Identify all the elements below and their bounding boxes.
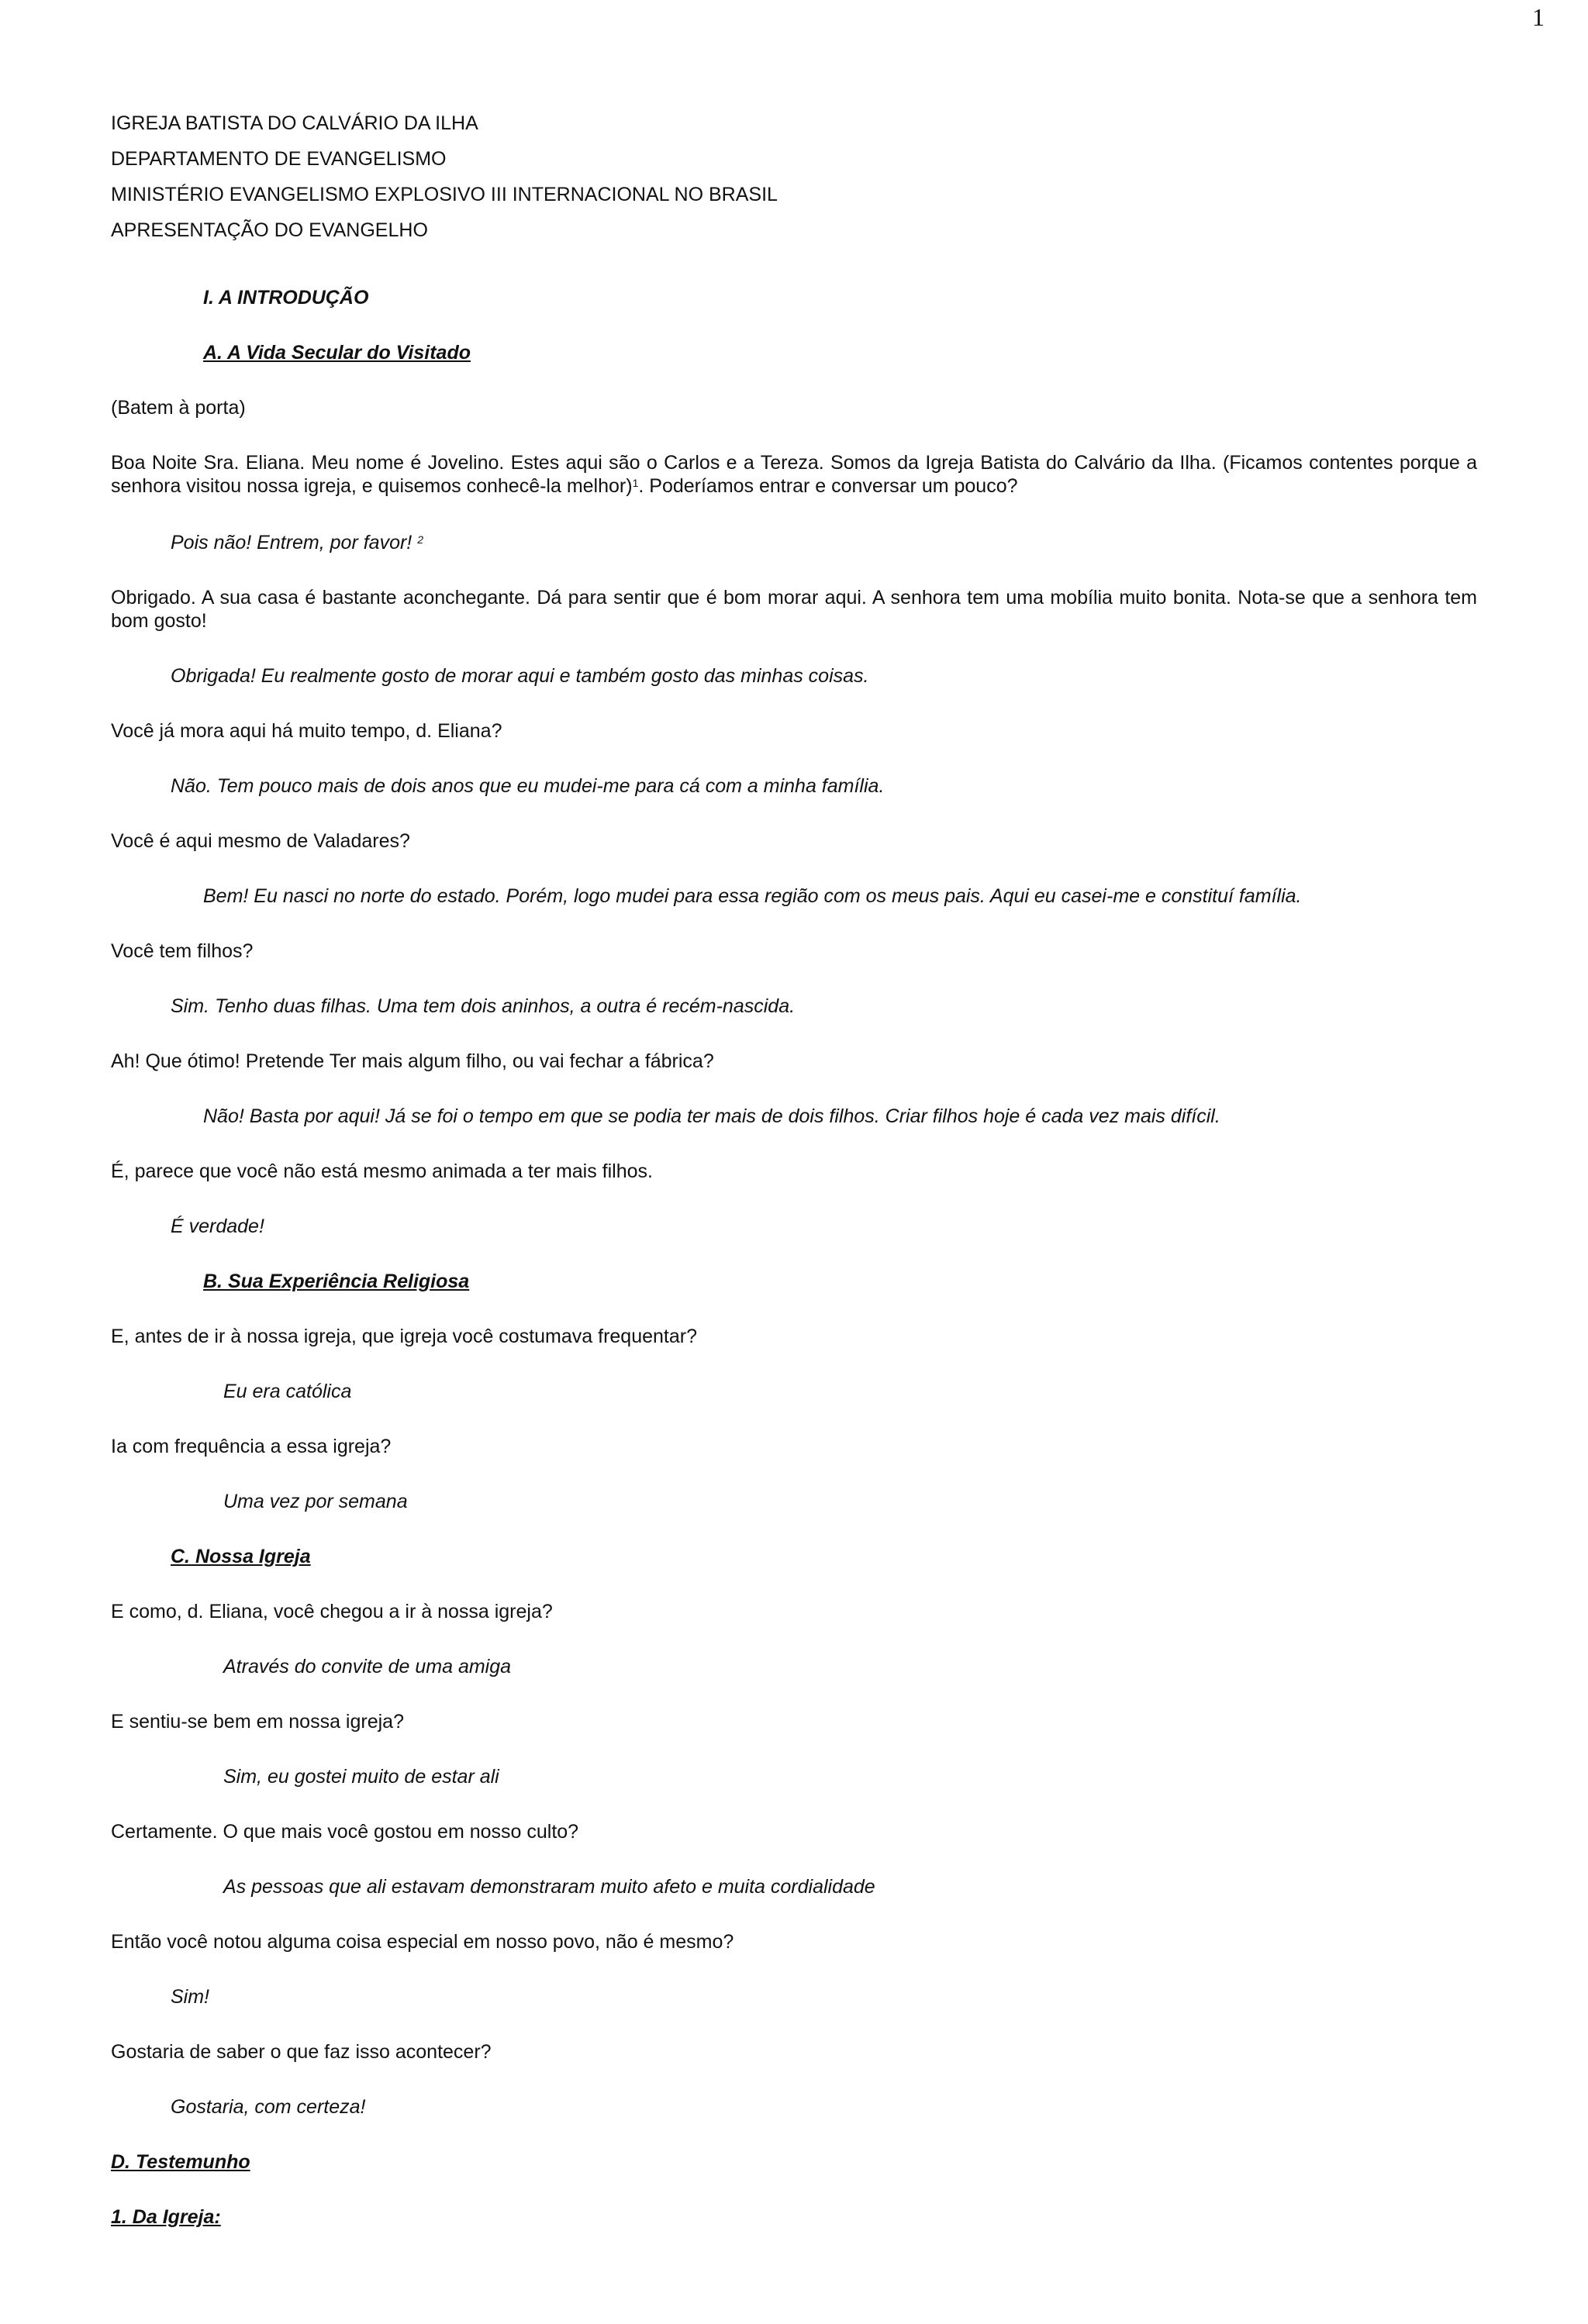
response-line: Eu era católica <box>223 1381 352 1402</box>
question-line: Certamente. O que mais você gostou em nosso culto? <box>111 1821 579 1843</box>
response-line: Gostaria, com certeza! <box>171 2096 366 2118</box>
footnote-ref: 2 <box>417 533 423 546</box>
response-line: É verdade! <box>171 1215 264 1237</box>
question-line: É, parece que você não está mesmo animada a ter mais filhos. <box>111 1160 653 1182</box>
question-line: Ah! Que ótimo! Pretende Ter mais algum filho, ou vai fechar a fábrica? <box>111 1050 714 1072</box>
response-line <box>171 531 423 554</box>
response-line: Sim! <box>171 1986 209 2008</box>
question-line: Ia com frequência a essa igreja? <box>111 1436 392 1457</box>
section-heading-a: A. A Vida Secular do Visitado <box>203 342 471 364</box>
response-line: Obrigada! Eu realmente gosto de morar aqui e também gosto das minhas coisas. <box>171 665 869 687</box>
section-heading-b: B. Sua Experiência Religiosa <box>203 1271 470 1292</box>
subsection-heading-d1: 1. Da Igreja: <box>111 2206 221 2228</box>
dialogue-paragraph <box>111 451 1477 498</box>
question-line: E como, d. Eliana, você chegou a ir à nossa igreja? <box>111 1601 553 1622</box>
response-text: Pois não! Entrem, por favor! <box>171 532 418 553</box>
header-church: IGREJA BATISTA DO CALVÁRIO DA ILHA <box>111 112 478 134</box>
response-line: As pessoas que ali estavam demonstraram muito afeto e muita cordialidade <box>223 1876 875 1898</box>
section-heading-c: C. Nossa Igreja <box>171 1546 311 1567</box>
response-line: Através do convite de uma amiga <box>223 1656 512 1677</box>
response-line: Uma vez por semana <box>223 1491 408 1512</box>
header-presentation: APRESENTAÇÃO DO EVANGELHO <box>111 219 428 241</box>
question-line: Você é aqui mesmo de Valadares? <box>111 830 410 852</box>
question-line: Então você notou alguma coisa especial em nosso povo, não é mesmo? <box>111 1931 734 1953</box>
question-line: E, antes de ir à nossa igreja, que igreja você costumava frequentar? <box>111 1326 697 1347</box>
page-number: 1 <box>1532 3 1545 31</box>
section-heading-introduction: I. A INTRODUÇÃO <box>203 287 369 309</box>
header-ministry: MINISTÉRIO EVANGELISMO EXPLOSIVO III INTERNACIONAL NO BRASIL <box>111 184 778 205</box>
header-department: DEPARTAMENTO DE EVANGELISMO <box>111 148 447 170</box>
response-line: Bem! Eu nasci no norte do estado. Porém, logo mudei para essa região com os meus pais. Aqui eu casei-me e constituí família. <box>203 885 1302 907</box>
footnote-ref: 1 <box>632 477 639 489</box>
response-line: Não! Basta por aqui! Já se foi o tempo em que se podia ter mais de dois filhos. Criar filhos hoje é cada vez mais difícil. <box>203 1105 1220 1127</box>
question-line: Você já mora aqui há muito tempo, d. Eliana? <box>111 720 502 742</box>
stage-direction: (Batem à porta) <box>111 397 246 419</box>
dialogue-paragraph: Obrigado. A sua casa é bastante aconchegante. Dá para sentir que é bom morar aqui. A senhora tem uma mobília muito bonita. Nota-se que a senhora tem bom gosto! <box>111 587 1477 632</box>
question-line: E sentiu-se bem em nossa igreja? <box>111 1711 404 1733</box>
response-line: Sim. Tenho duas filhas. Uma tem dois aninhos, a outra é recém-nascida. <box>171 995 796 1017</box>
section-heading-d: D. Testemunho <box>111 2151 250 2173</box>
paragraph-text-cont: . Poderíamos entrar e conversar um pouco? <box>638 475 1018 497</box>
question-line: Gostaria de saber o que faz isso acontecer? <box>111 2041 492 2063</box>
response-line: Não. Tem pouco mais de dois anos que eu mudei-me para cá com a minha família. <box>171 775 885 797</box>
response-line: Sim, eu gostei muito de estar ali <box>223 1766 499 1788</box>
paragraph-text: Boa Noite Sra. Eliana. Meu nome é Jovelino. Estes aqui são o Carlos e a Tereza. Somos da Igreja Batista do Calvário da Ilha. (Ficamos contentes porque a senhora visitou nossa igreja, e quisemos conhecê-la melhor) <box>111 452 1477 497</box>
question-line: Você tem filhos? <box>111 940 254 962</box>
